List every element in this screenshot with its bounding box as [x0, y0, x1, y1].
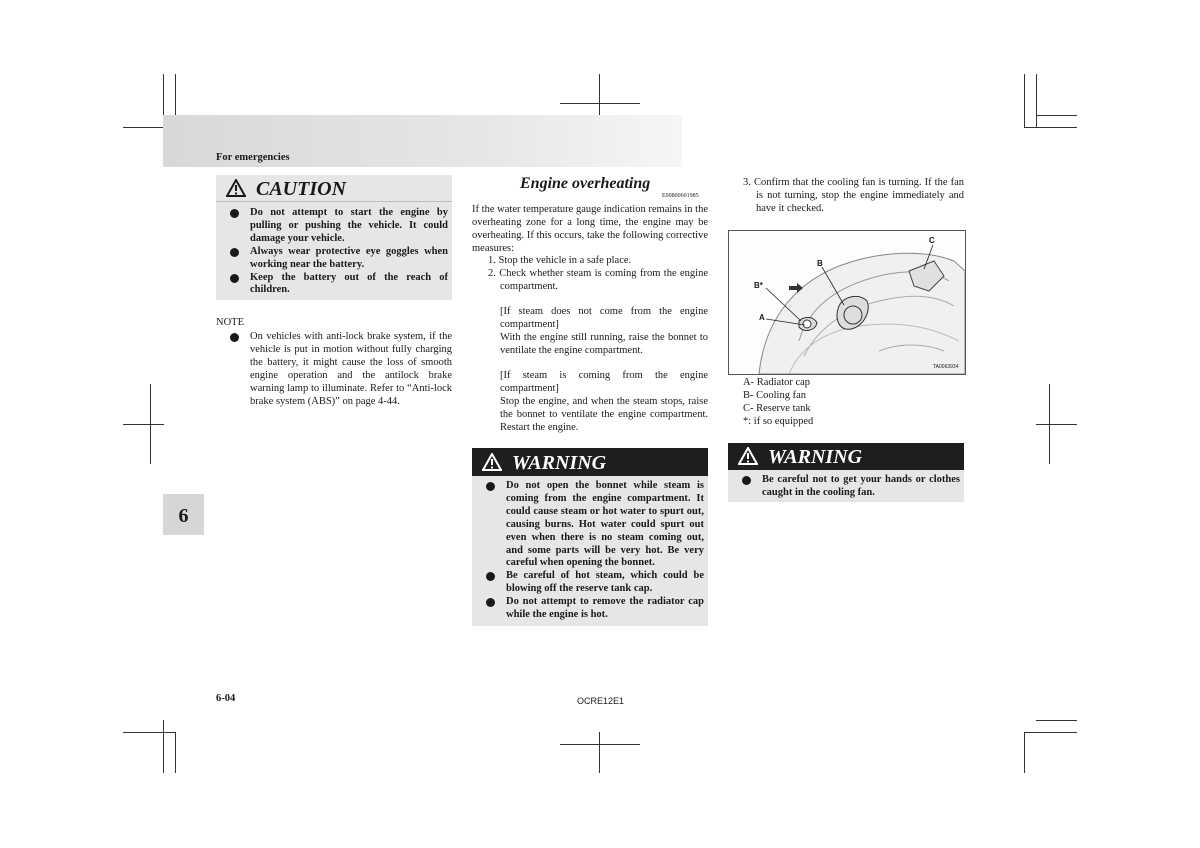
warning-list — [486, 480, 704, 622]
list-item: Do not attempt to start the engine by pulling or pushing the vehicle. It could damage your vehicle. — [230, 207, 448, 246]
legend-item: *: if so equipped — [743, 415, 814, 427]
warning-title: WARNING — [512, 452, 607, 474]
document-code: OCRE12E1 — [577, 696, 625, 706]
substep-1-action: With the engine still running, raise the bonnet to ventilate the engine compartment. — [500, 332, 708, 356]
caution-header — [216, 175, 452, 202]
step-1: 1. Stop the vehicle in a safe place. — [488, 255, 632, 266]
overheating-title: Engine overheating — [520, 175, 651, 192]
list-item: On vehicles with anti-lock brake system, if the vehicle is put in motion without fully charging the battery, it might cause the loss of smooth engine operation and the antilock brake warning lamp to illuminate. Refer to “Anti-lock brake system (ABS)” on page 4-44. — [230, 331, 452, 408]
caution-list — [230, 207, 448, 297]
list-item: Do not attempt to remove the radiator cap while the engine is hot. — [486, 596, 704, 622]
step-2: 2. Check whether steam is coming from the engine compartment. — [488, 268, 708, 292]
warning-box — [472, 448, 708, 626]
engine-illustration — [729, 231, 965, 374]
note-label: NOTE — [216, 317, 244, 328]
figure-code: TA0063934 — [933, 364, 959, 370]
legend-item: A- Radiator cap — [743, 377, 811, 388]
chapter-tab: 6 — [163, 494, 204, 535]
warning-list — [742, 474, 960, 500]
section-title: For emergencies — [216, 152, 290, 163]
figure-label-c: C — [929, 236, 935, 245]
figure-legend — [743, 377, 964, 429]
substep-2-action: Stop the engine, and when the steam stops, raise the bonnet to ventilate the engine compartment. Restart the engine. — [500, 396, 708, 433]
list-item: Do not open the bonnet while steam is coming from the engine compartment. It could cause steam or hot water to spurt out, causing burns. Hot water could spurt out even when there is no steam coming out, and some parts will be very hot. Be very careful when opening the bonnet. — [486, 480, 704, 570]
step-3: 3. Confirm that the cooling fan is turning. If the fan is not turning, stop the engine immediately and have it checked. — [743, 177, 964, 214]
list-item: Keep the battery out of the reach of children. — [230, 272, 448, 298]
warning-triangle-icon — [226, 179, 246, 197]
warning-triangle-icon — [738, 447, 758, 465]
doc-section-code: E00800601985 — [662, 193, 699, 199]
list-item: Always wear protective eye goggles when working near the battery. — [230, 246, 448, 272]
legend-item: B- Cooling fan — [743, 389, 806, 401]
engine-compartment-figure — [728, 230, 966, 375]
overheating-intro: If the water temperature gauge indication remains in the overheating zone for a long time, the engine may be overheating. If this occurs, take the following corrective measures: — [472, 204, 708, 254]
list-item: Be careful not to get your hands or clothes caught in the cooling fan. — [742, 474, 960, 500]
caution-title: CAUTION — [256, 178, 347, 200]
warning-box — [728, 443, 964, 502]
list-item: Be careful of hot steam, which could be blowing off the reserve tank cap. — [486, 570, 704, 596]
figure-label-b: B — [817, 259, 823, 268]
warning-title: WARNING — [768, 446, 863, 468]
caution-box — [216, 175, 452, 300]
legend-item: C- Reserve tank — [743, 402, 811, 414]
warning-header — [728, 443, 964, 470]
figure-label-b-star: B* — [754, 281, 763, 290]
note-list — [230, 331, 452, 408]
figure-label-a: A — [759, 313, 765, 322]
warning-triangle-icon — [482, 453, 502, 471]
page-number: 6-04 — [216, 693, 236, 704]
warning-header — [472, 448, 708, 476]
substep-1-condition: [If steam does not come from the engine compartment] — [500, 306, 708, 330]
substep-2-condition: [If steam is coming from the engine compartment] — [500, 370, 708, 394]
